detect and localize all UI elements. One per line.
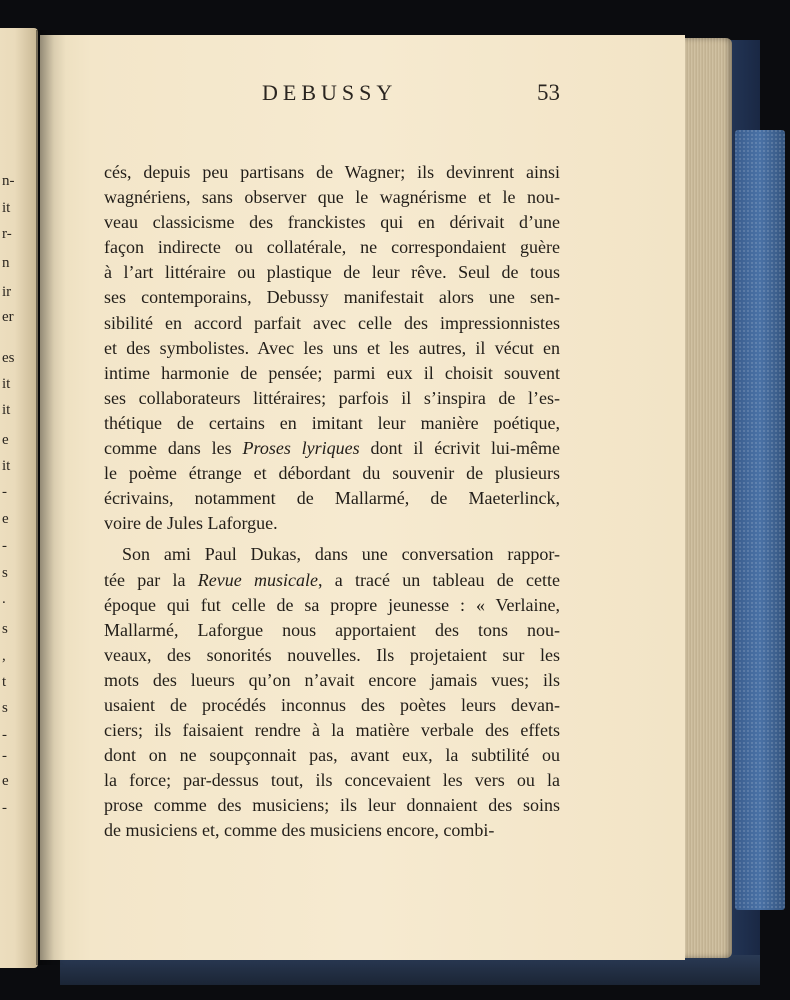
left-page-fragment: e <box>2 773 9 789</box>
left-page-fragment: s <box>2 700 8 716</box>
text-run: de musiciens et, comme des musiciens encore, combi- <box>104 820 495 841</box>
italic-title: Revue musicale <box>197 569 318 590</box>
left-page-fragment: - <box>2 484 7 500</box>
text-run: mots des lueurs qu’on n’avait encore jamais vues; ils <box>104 669 560 690</box>
text-line <box>104 593 560 618</box>
text-line <box>104 668 560 693</box>
left-page-fragment: n <box>2 255 10 271</box>
text-run: , a tracé un tableau de cette <box>317 569 560 590</box>
text-run: wagnériens, sans observer que le wagnérisme et le nou- <box>104 187 560 208</box>
text-run: le poème étrange et débordant du souvenir de plusieurs <box>104 463 560 484</box>
text-line <box>104 285 560 310</box>
left-page-fragment: - <box>2 800 7 816</box>
text-line <box>104 361 560 386</box>
book-spine-cloth <box>735 130 785 910</box>
text-run: dont il écrivit lui-même <box>359 438 560 459</box>
body-text <box>104 160 560 844</box>
text-line <box>104 235 560 260</box>
text-run: écrivains, notamment de Mallarmé, de Maeterlinck, <box>104 488 560 509</box>
text-line <box>104 743 560 768</box>
text-run: et des symbolistes. Avec les uns et les autres, il vécut en <box>104 337 560 358</box>
text-line <box>104 618 560 643</box>
page-header <box>40 80 685 120</box>
text-run: voire de Jules Laforgue. <box>104 513 278 534</box>
left-page-fragment: - <box>2 727 7 743</box>
text-line <box>104 411 560 436</box>
left-page-fragment: t <box>2 674 7 690</box>
italic-title: Proses lyriques <box>242 438 360 459</box>
text-run: dont on ne soupçonnait pas, avant eux, la subtilité ou <box>104 745 560 766</box>
text-line <box>104 461 560 486</box>
text-run: thétique de certains en imitant leur manière poétique, <box>104 412 560 433</box>
text-line <box>104 542 560 567</box>
left-page-fragment: it <box>2 458 11 474</box>
text-run: intime harmonie de pensée; parmi eux il choisit souvent <box>104 362 560 383</box>
left-page-fragment: , <box>2 648 6 664</box>
text-line <box>104 436 560 461</box>
text-line <box>104 336 560 361</box>
text-line <box>104 768 560 793</box>
text-run: Son ami Paul Dukas, dans une conversation rappor- <box>122 544 560 565</box>
left-page-fragment: er <box>2 309 14 325</box>
left-page-fragment: s <box>2 621 8 637</box>
left-page-fragment: s <box>2 565 8 581</box>
left-page-fragment: e <box>2 432 9 448</box>
left-page-fragment: e <box>2 511 9 527</box>
left-page-fragment: - <box>2 748 7 764</box>
text-run: ses contemporains, Debussy manifestait alors une sen- <box>104 287 560 308</box>
text-run: la force; par-dessus tout, ils concevaient les vers ou la <box>104 770 560 791</box>
left-page-fragment: it <box>2 402 11 418</box>
left-page-fragment: r- <box>2 226 12 242</box>
running-head: DEBUSSY <box>262 80 398 105</box>
text-run: comme dans les <box>104 438 243 459</box>
text-line <box>104 160 560 185</box>
previous-page <box>0 28 38 968</box>
text-line <box>104 793 560 818</box>
text-run: sibilité en accord parfait avec celle des impressionnistes <box>104 312 560 333</box>
text-line <box>104 210 560 235</box>
page-number: 53 <box>537 80 560 105</box>
text-line <box>104 311 560 336</box>
left-page-fragment: n- <box>2 173 15 189</box>
left-page-fragment: es <box>2 350 15 366</box>
left-page-fragment: it <box>2 200 11 216</box>
text-line <box>104 693 560 718</box>
text-line <box>104 386 560 411</box>
text-run: tée par la <box>104 569 198 590</box>
text-run: veau classicisme des franckistes qui en dérivait d’une <box>104 212 560 233</box>
text-run: façon indirecte ou collatérale, ne correspondaient guère <box>104 237 560 258</box>
text-run: Mallarmé, Laforgue nous apportaient des tons nou- <box>104 619 560 640</box>
text-run: époque qui fut celle de sa propre jeunesse : « Verlaine, <box>104 594 560 615</box>
text-line <box>104 718 560 743</box>
text-line <box>104 643 560 668</box>
text-run: ciers; ils faisaient rendre à la matière verbale des effets <box>104 720 560 741</box>
gutter-shadow <box>36 30 66 965</box>
text-run: à l’art littéraire ou plastique de leur rêve. Seul de tous <box>104 262 560 283</box>
text-line <box>104 818 560 843</box>
text-run: veaux, des sonorités nouvelles. Ils projetaient sur les <box>104 644 560 665</box>
text-run: ses collaborateurs littéraires; parfois il s’inspira de l’es- <box>104 387 560 408</box>
text-line <box>104 511 560 536</box>
text-line <box>104 486 560 511</box>
text-line <box>104 185 560 210</box>
text-line <box>104 568 560 593</box>
text-line <box>104 260 560 285</box>
left-page-fragment: it <box>2 376 11 392</box>
text-run: cés, depuis peu partisans de Wagner; ils devinrent ainsi <box>104 162 560 182</box>
left-page-fragment: ir <box>2 284 12 300</box>
text-run: usaient de procédés inconnus des poètes leurs devan- <box>104 694 560 715</box>
left-page-fragment: - <box>2 538 7 554</box>
text-run: prose comme des musiciens; ils leur donnaient des soins <box>104 795 560 816</box>
left-page-fragment: . <box>2 591 6 607</box>
